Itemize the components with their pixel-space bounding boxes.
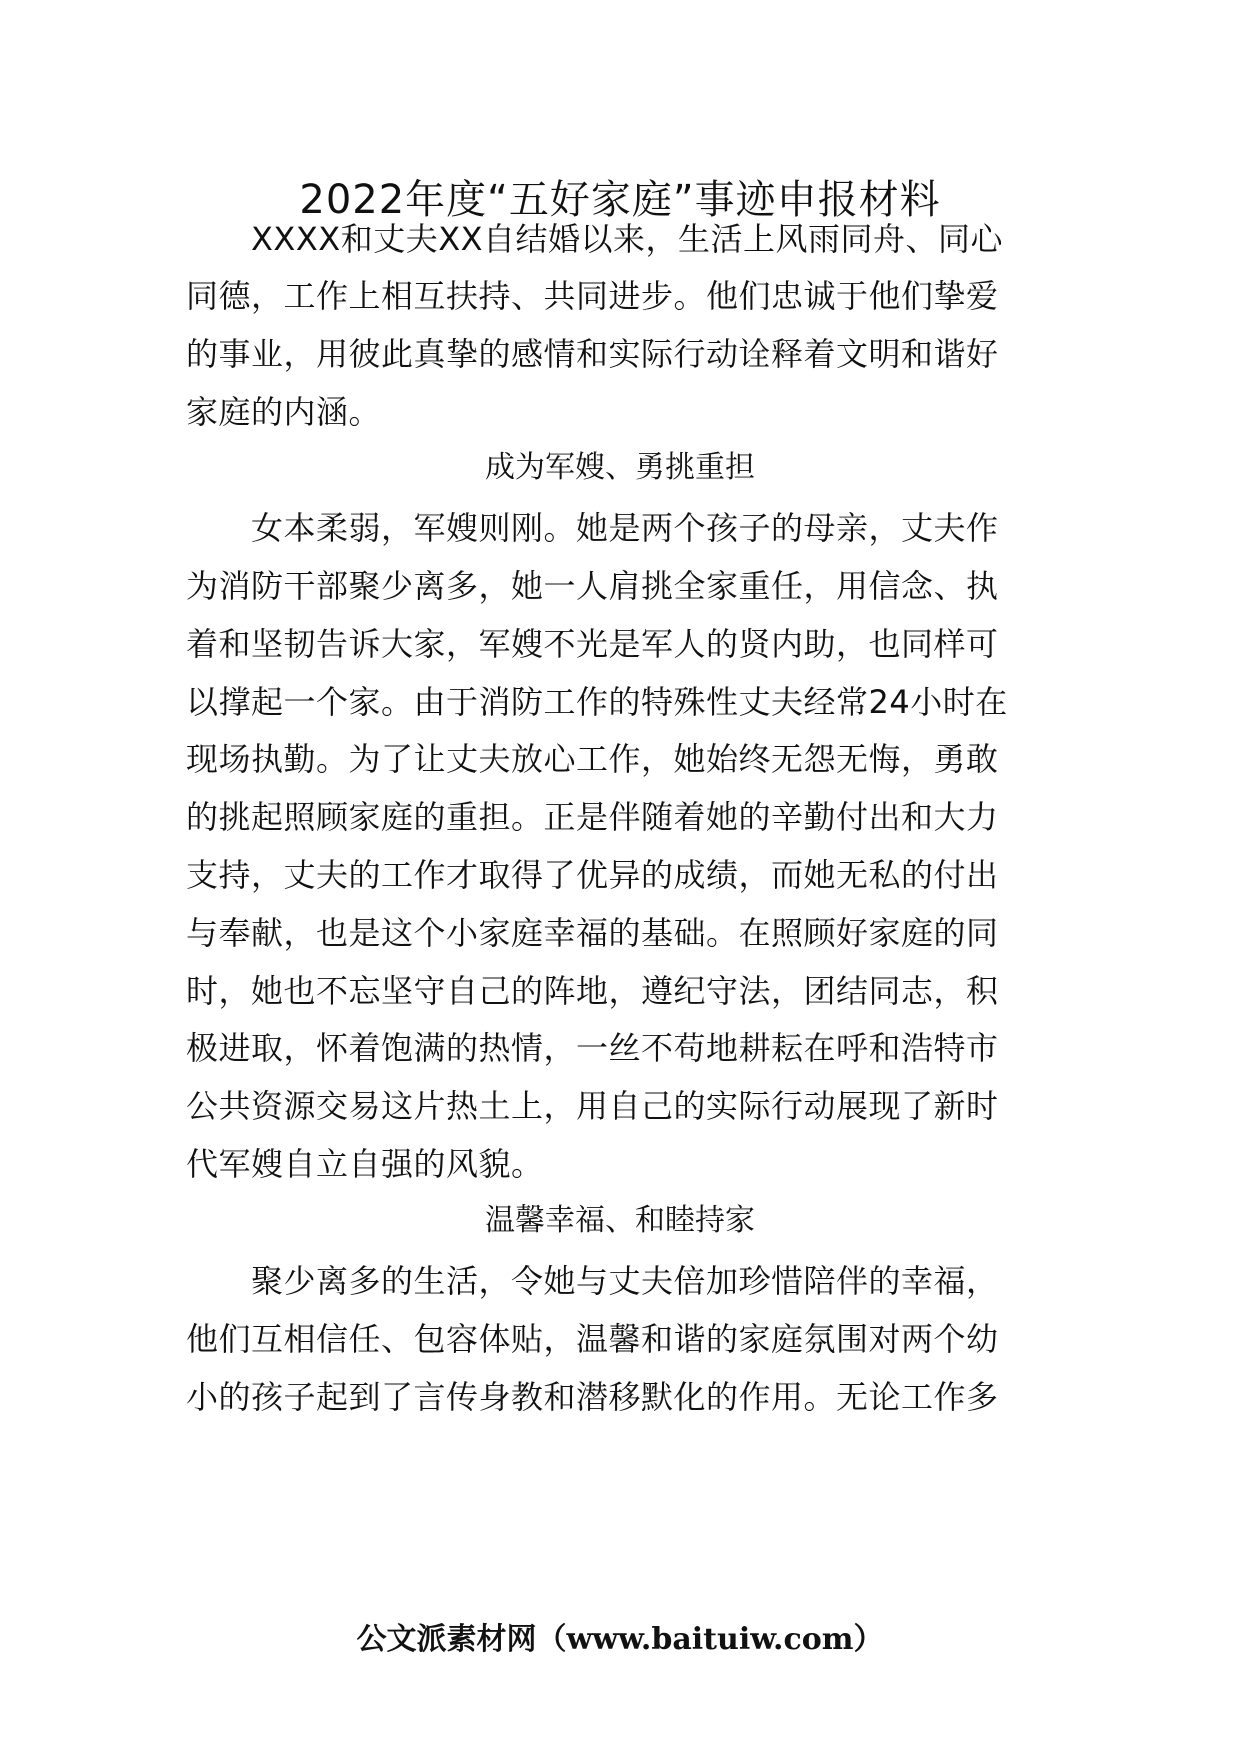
body-line: 代军嫂自立自强的风貌。 bbox=[186, 1145, 544, 1183]
intro-line: XXXX和丈夫XX自结婚以来，生活上风雨同舟、同心 bbox=[186, 220, 1004, 258]
intro-line: 同德，工作上相互扶持、共同进步。他们忠诚于他们挚爱 bbox=[186, 277, 999, 315]
body-line: 公共资源交易这片热土上，用自己的实际行动展现了新时 bbox=[186, 1087, 999, 1125]
body-line: 以撑起一个家。由于消防工作的特殊性丈夫经常24小时在 bbox=[186, 683, 1008, 721]
body-line: 与奉献，也是这个小家庭幸福的基础。在照顾好家庭的同 bbox=[186, 914, 999, 952]
footer-watermark: 公文派素材网（www.baituiw.com） bbox=[356, 1622, 884, 1657]
body-line: 他们互相信任、包容体贴，温馨和谐的家庭氛围对两个幼 bbox=[186, 1320, 999, 1358]
body-line: 女本柔弱，军嫂则刚。她是两个孩子的母亲，丈夫作 bbox=[186, 509, 999, 547]
intro-line: 的事业，用彼此真挚的感情和实际行动诠释着文明和谐好 bbox=[186, 335, 999, 373]
body-line: 支持，丈夫的工作才取得了优异的成绩，而她无私的付出 bbox=[186, 856, 999, 894]
body-line: 时，她也不忘坚守自己的阵地，遵纪守法，团结同志，积 bbox=[186, 972, 999, 1010]
body-line: 现场执勤。为了让丈夫放心工作，她始终无怨无悔，勇敢 bbox=[186, 740, 999, 778]
section-heading-2: 温馨幸福、和睦持家 bbox=[485, 1203, 755, 1238]
intro-line: 家庭的内涵。 bbox=[186, 393, 382, 431]
body-line: 聚少离多的生活，令她与丈夫倍加珍惜陪伴的幸福， bbox=[186, 1262, 999, 1300]
body-line: 为消防干部聚少离多，她一人肩挑全家重任，用信念、执 bbox=[186, 567, 999, 605]
body-line: 的挑起照顾家庭的重担。正是伴随着她的辛勤付出和大力 bbox=[186, 798, 999, 836]
body-line: 着和坚韧告诉大家，军嫂不光是军人的贤内助，也同样可 bbox=[186, 625, 999, 663]
section-heading-1: 成为军嫂、勇挑重担 bbox=[485, 450, 755, 485]
document-title: 2022年度“五好家庭”事迹申报材料 bbox=[299, 177, 941, 223]
body-line: 极进取，怀着饱满的热情，一丝不苟地耕耘在呼和浩特市 bbox=[186, 1029, 999, 1067]
body-line: 小的孩子起到了言传身教和潜移默化的作用。无论工作多 bbox=[186, 1378, 999, 1416]
